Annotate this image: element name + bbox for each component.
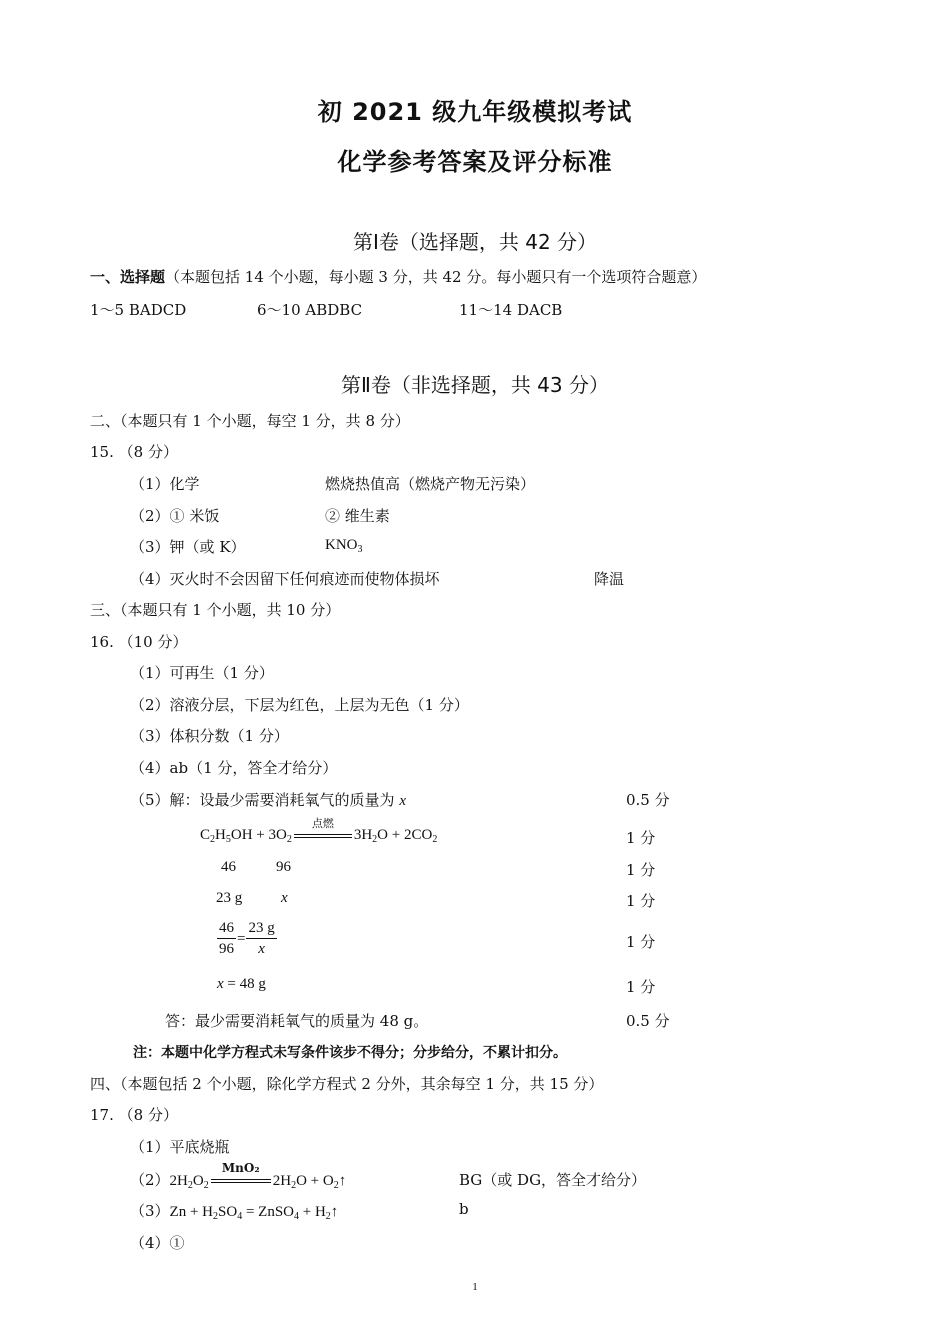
q17-item4: （4）① — [130, 1234, 185, 1252]
ratio-a: 46 — [221, 859, 236, 875]
q17-header — [90, 1104, 178, 1125]
item-answer: ① 米饭 — [169, 507, 220, 525]
answer-group-1 — [90, 299, 186, 320]
catalyst-label: MnO₂ — [221, 1161, 260, 1175]
answer-range: 6～10 — [257, 301, 301, 319]
doc-title-line1: 初 2021 级九年级模拟考试 — [317, 98, 633, 126]
formula-subscript: 3 — [357, 544, 363, 555]
q15-header — [90, 441, 178, 462]
answer-letters: DACB — [516, 301, 563, 319]
question-score: （10 分） — [118, 633, 188, 651]
result-line: x = 48 g — [217, 976, 266, 992]
question-number: 16. — [90, 633, 114, 651]
item-number: （3） — [130, 538, 170, 556]
q17-item1: （1）平底烧瓶 — [130, 1138, 230, 1156]
section4-header — [90, 1073, 603, 1094]
variable-x: x — [399, 793, 406, 809]
item-answer: 化学 — [169, 475, 200, 493]
section1-label: 一、选择题 — [90, 268, 166, 286]
section2-note: （本题只有 1 个小题，每空 1 分，共 8 分） — [120, 412, 410, 430]
q16-item1: （1）可再生（1 分） — [130, 664, 274, 682]
section1-note: （本题包括 14 个小题，每小题 3 分，共 42 分。每小题只有一个选项符合题意） — [165, 268, 707, 286]
page-number: 1 — [472, 1281, 478, 1293]
question-score: （8 分） — [118, 443, 178, 461]
q15-item4 — [130, 568, 440, 589]
part1-heading: 第Ⅰ卷（选择题，共 42 分） — [352, 230, 598, 254]
q16-header — [90, 631, 188, 652]
part2-heading: 第Ⅱ卷（非选择题，共 43 分） — [340, 373, 609, 397]
q16-item3: （3）体积分数（1 分） — [130, 727, 289, 745]
section3-label: 三、 — [90, 601, 121, 619]
proportion-equation: $\frac{46}{96}$ = $\frac{23 g}{x}$ — [219, 920, 275, 957]
q17-item2-answer: BG（或 DG，答全才给分） — [459, 1171, 647, 1189]
score-equation: 1 分 — [626, 829, 656, 847]
section2-header — [90, 410, 410, 431]
q17-item3: $(3)Zn + H_2SO_4$ = ZnSO$_4$ + $H_2↑$ — [130, 1202, 339, 1222]
item-number: （4） — [130, 570, 170, 588]
score-mass: 1 分 — [626, 892, 656, 910]
q16-item2: （2）溶液分层，下层为红色，上层为无色（1 分） — [130, 696, 469, 714]
item-number: （1） — [130, 475, 170, 493]
section3-note: （本题只有 1 个小题，共 10 分） — [120, 601, 341, 619]
item-answer: 灭火时不会因留下任何痕迹而使物体损坏 — [169, 570, 440, 588]
formula-text: KNO — [325, 537, 358, 553]
q15-item3 — [130, 536, 246, 557]
solution-intro — [130, 789, 406, 810]
q15-item3-formula — [325, 537, 363, 554]
score-result: 1 分 — [626, 978, 656, 996]
doc-title-line2: 化学参考答案及评分标准 — [337, 148, 613, 176]
grading-note: 注：本题中化学方程式未写条件该步不得分；分步给分，不累计扣分。 — [133, 1045, 567, 1061]
q15-item1 — [130, 473, 200, 494]
section4-note: （本题包括 2 个小题，除化学方程式 2 分外，其余每空 1 分，共 15 分） — [120, 1075, 604, 1093]
section1-header — [90, 266, 706, 287]
ratio-b: 96 — [276, 859, 291, 875]
answer-letters: BADCD — [128, 301, 187, 319]
combustion-equation: $C_2H_5OH + 3O_2$ 点燃 $3H_2O + 2CO_2$ — [200, 827, 437, 844]
answer-line: 答：最少需要消耗氧气的质量为 48 g。 — [165, 1012, 429, 1030]
condition-label: 点燃 — [311, 817, 334, 830]
catalyst-condition-sign — [211, 1161, 271, 1187]
fraction-right: $\frac{23 g}{x}$ — [248, 920, 275, 957]
section3-header — [90, 599, 340, 620]
q15-item1-b: 燃烧热值高（燃烧产物无污染） — [325, 475, 536, 493]
score-ratio: 1 分 — [626, 861, 656, 879]
answer-letters: ABDBC — [305, 301, 363, 319]
q17-item3-answer: b — [459, 1200, 469, 1218]
answer-group-3 — [459, 299, 562, 320]
item-number: （2） — [130, 507, 170, 525]
q16-item4: （4）ab（1 分，答全才给分） — [130, 759, 338, 777]
mass-a: 23 g — [216, 890, 243, 906]
answer-range: 1～5 — [90, 301, 125, 319]
reaction-condition-sign — [294, 817, 352, 842]
score-intro: 0.5 分 — [626, 791, 670, 809]
q15-item4-b: 降温 — [594, 570, 625, 588]
solution-intro-text: （5）解：设最少需要消耗氧气的质量为 — [130, 791, 400, 809]
score-answer: 0.5 分 — [626, 1012, 670, 1030]
item-answer: 钾（或 K） — [169, 538, 246, 556]
q15-item2-b: ② 维生素 — [325, 507, 390, 525]
question-score: （8 分） — [118, 1106, 178, 1124]
q15-item2 — [130, 505, 219, 526]
question-number: 17. — [90, 1106, 114, 1124]
question-number: 15. — [90, 443, 114, 461]
answer-range: 11～14 — [459, 301, 513, 319]
section2-label: 二、 — [90, 412, 121, 430]
answer-group-2 — [257, 299, 362, 320]
fraction-left: $\frac{46}{96}$ — [219, 920, 234, 957]
section4-label: 四、 — [90, 1075, 121, 1093]
q17-item2: $(2)2H_2O_2$ MnO₂ $2H_2O$ + $O_2↑$ — [130, 1161, 347, 1191]
score-proportion: 1 分 — [626, 933, 656, 951]
mass-b: x — [281, 890, 288, 906]
